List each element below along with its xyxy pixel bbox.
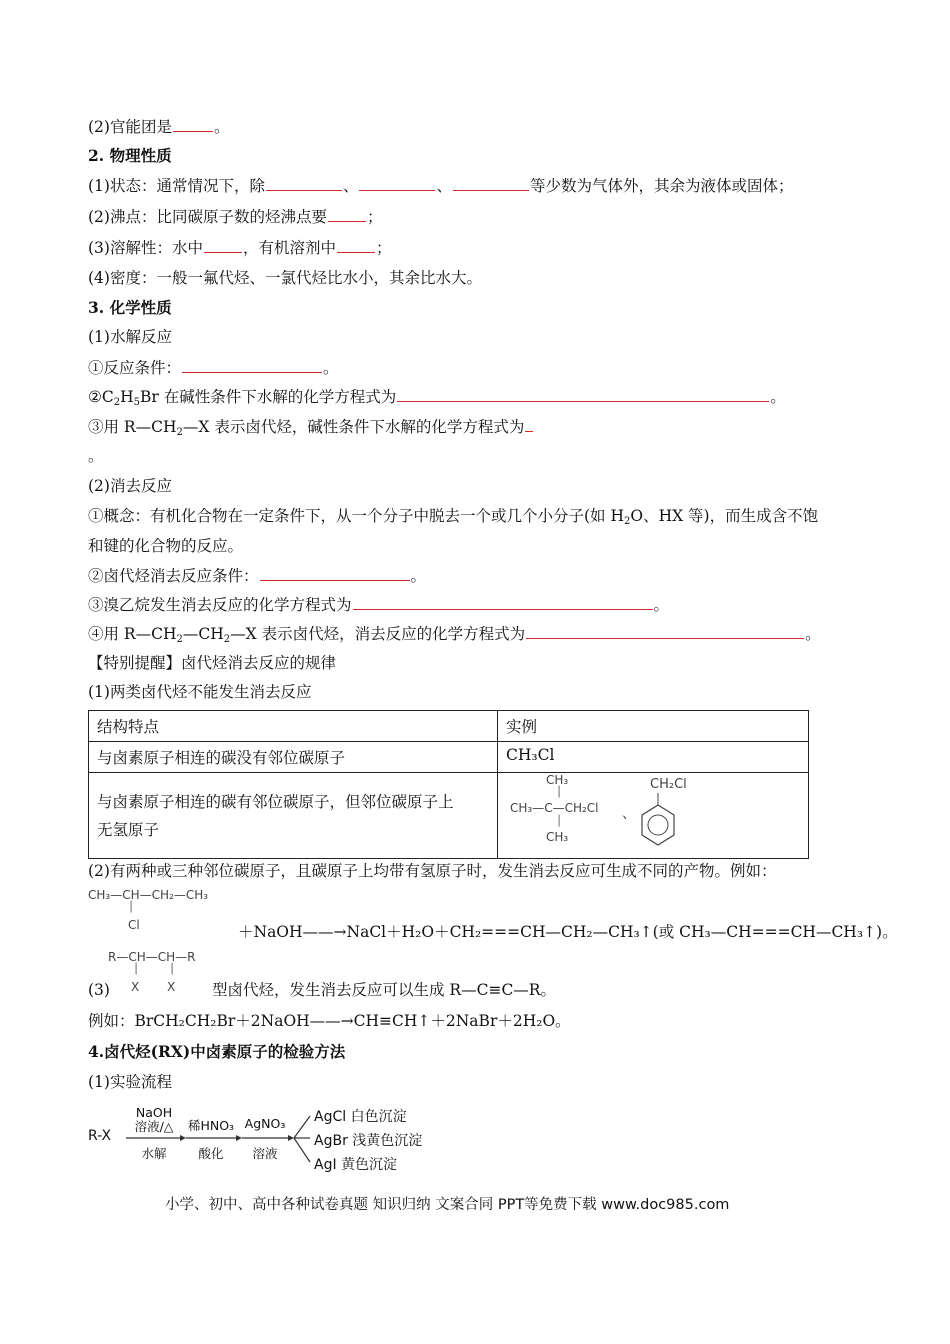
line-multi-products: (2)有两种或三种邻位碳原子，且碳原子上均带有氢原子时，发生消去反应可生成不同的产物。例如： xyxy=(88,862,777,880)
text: 酸化 xyxy=(198,1146,224,1161)
line-elimination: (2)消去反应 xyxy=(88,477,172,495)
text: ①反应条件： xyxy=(88,359,182,377)
line-c2h5br-hydrolysis xyxy=(88,386,786,407)
answer-blank[interactable] xyxy=(328,206,366,222)
text: ②C xyxy=(88,388,114,406)
line-concept-cont: 和键的化合物的反应。 xyxy=(88,537,244,555)
structure-text: CH₃ xyxy=(546,773,569,787)
text: 与卤素原子相连的碳有邻位碳原子，但邻位碳原子上 xyxy=(97,792,454,811)
answer-blank[interactable] xyxy=(453,175,529,191)
structure-text: CH₃—C—CH₂Cl xyxy=(510,801,599,815)
structure-text: CH₃—CH—CH₂—CH₃ xyxy=(88,888,209,902)
structure-text: R—CH—CH—R xyxy=(108,950,196,964)
structure-text: CH₂Cl xyxy=(650,777,687,792)
subscript: 2 xyxy=(624,516,631,527)
line-solubility xyxy=(88,237,392,258)
line-hydrolysis: (1)水解反应 xyxy=(88,328,172,346)
bond-line: │ xyxy=(556,787,563,798)
elimination-table xyxy=(88,710,809,859)
subscript: 2 xyxy=(113,397,121,408)
answer-blank[interactable] xyxy=(525,416,533,432)
line-rch2ch2x xyxy=(88,623,821,644)
bond-line: │ xyxy=(556,816,563,827)
text: 。 xyxy=(323,359,339,377)
section-heading-detection: 4.卤代烃(RX)中卤素原子的检验方法 xyxy=(88,1042,346,1061)
line-procedure: (1)实验流程 xyxy=(88,1073,172,1091)
text: H xyxy=(120,388,134,406)
text: 。 xyxy=(213,118,230,136)
line-density: (4)密度：一般一氟代烃、一氯代烃比水小，其余比水大。 xyxy=(88,269,482,287)
table-header-feature: 结构特点 xyxy=(89,711,498,742)
section-heading-physical: 2. 物理性质 xyxy=(88,146,172,165)
flow-result-agbr: AgBr 浅黄色沉淀 xyxy=(314,1133,423,1149)
line-dihalide: 型卤代烃，发生消去反应可以生成 R—C≡C—R。 xyxy=(212,981,556,999)
text: ③溴乙烷发生消去反应的化学方程式为 xyxy=(88,596,352,614)
page-footer: 小学、初中、高中各种试卷真题 知识归纳 文案合同 PPT等免费下载 www.doc985.com xyxy=(165,1197,730,1213)
text: ②卤代烃消去反应条件： xyxy=(88,567,259,585)
text: ③用 R—CH xyxy=(88,418,177,436)
text: ①概念：有机化合物在一定条件下，从一个分子中脱去一个或几个小分子(如 H xyxy=(88,507,624,525)
text: 溶液 xyxy=(252,1146,278,1161)
line-bromoethane xyxy=(88,594,669,615)
text: ； xyxy=(375,239,392,257)
separator: 、 xyxy=(622,806,636,822)
line-example: 例如：BrCH₂CH₂Br＋2NaOH——→CH≡CH↑＋2NaBr＋2H₂O。 xyxy=(88,1012,571,1030)
flow-arrows xyxy=(88,1100,318,1180)
text: 无氢原子 xyxy=(97,820,160,839)
line-concept xyxy=(88,506,818,526)
text: 。 xyxy=(410,567,427,585)
subscript: 2 xyxy=(223,634,231,645)
text: 、 xyxy=(342,177,359,195)
text: ； xyxy=(366,208,383,226)
text: ，有机溶剂中 xyxy=(242,239,336,257)
text: 。 xyxy=(770,388,786,406)
flow-start: R-X xyxy=(88,1128,112,1144)
flow-result-agi: AgI 黄色沉淀 xyxy=(314,1157,398,1173)
text: NaOH xyxy=(135,1105,173,1120)
text: 等少数为气体外，其余为液体或固体； xyxy=(530,177,794,195)
text: —CH xyxy=(182,625,224,643)
line-two-types: (1)两类卤代烃不能发生消去反应 xyxy=(88,683,312,701)
line-reaction-condition xyxy=(88,357,339,378)
answer-blank[interactable] xyxy=(353,594,653,610)
table-cell-example-structures xyxy=(498,773,809,859)
answer-blank[interactable] xyxy=(182,357,322,373)
text: 。 xyxy=(805,625,821,643)
answer-blank[interactable] xyxy=(337,237,375,253)
line-dihalide-label: (3) xyxy=(88,981,110,999)
text: 水解 xyxy=(141,1146,167,1161)
answer-blank[interactable] xyxy=(204,237,242,253)
answer-blank[interactable] xyxy=(526,623,804,639)
text: 。 xyxy=(653,596,670,614)
flow-step-3: AgNO₃ xyxy=(244,1116,286,1131)
answer-blank[interactable] xyxy=(397,386,769,402)
line-period: 。 xyxy=(88,447,104,465)
structure-text: CH₃ xyxy=(546,830,569,844)
table-cell-feature xyxy=(89,773,498,859)
text: (2)沸点：比同碳原子数的烃沸点要 xyxy=(88,208,327,226)
text: (3)溶解性：水中 xyxy=(88,239,203,257)
flow-step-2: 稀HNO₃ xyxy=(187,1118,235,1133)
bond-line: │ xyxy=(169,964,176,975)
text: —X 表示卤代烃，消去反应的化学方程式为 xyxy=(230,625,526,643)
line-elimination-condition xyxy=(88,565,426,586)
subscript: 2 xyxy=(176,427,183,438)
text: 溶液/△ xyxy=(134,1119,174,1134)
line-state xyxy=(88,175,794,196)
line-elimination-equation: ＋NaOH——→NaCl＋H₂O＋CH₂===CH—CH₂—CH₃↑(或 CH₃—CH===CH—CH₃↑)。 xyxy=(238,923,898,941)
structure-text: X xyxy=(131,980,140,994)
text: ④用 R—CH xyxy=(88,625,177,643)
structure-text: Cl xyxy=(128,918,140,932)
text: (1)状态：通常情况下，除 xyxy=(88,177,265,195)
table-cell-feature: 与卤素原子相连的碳没有邻位碳原子 xyxy=(89,742,498,773)
text: —X 表示卤代烃，碱性条件下水解的化学方程式为 xyxy=(182,418,525,436)
table-header-example: 实例 xyxy=(498,711,809,742)
subscript: 2 xyxy=(176,634,183,645)
subscript: 5 xyxy=(133,397,141,408)
text: O、HX 等)，而生成含不饱 xyxy=(630,507,819,525)
detection-flowchart xyxy=(88,1100,448,1180)
line-functional-group xyxy=(88,116,229,137)
text: (2)官能团是 xyxy=(88,118,172,136)
answer-blank[interactable] xyxy=(173,116,213,132)
bond-line: │ xyxy=(128,902,135,913)
section-heading-chemical: 3. 化学性质 xyxy=(88,298,172,317)
benzene-ring-icon xyxy=(638,793,678,849)
answer-blank[interactable] xyxy=(260,565,410,581)
line-boiling-point xyxy=(88,206,382,227)
answer-blank[interactable] xyxy=(359,175,435,191)
structure-text: X xyxy=(167,980,176,994)
text: 、 xyxy=(436,177,452,195)
table-cell-example: CH₃Cl xyxy=(498,742,809,773)
text: Br 在碱性条件下水解的化学方程式为 xyxy=(140,388,397,406)
answer-blank[interactable] xyxy=(266,175,342,191)
line-rch2x-hydrolysis xyxy=(88,416,534,437)
flow-result-agcl: AgCl 白色沉淀 xyxy=(314,1109,407,1125)
bond-line: │ xyxy=(133,964,140,975)
line-special-note: 【特别提醒】卤代烃消去反应的规律 xyxy=(88,654,337,672)
